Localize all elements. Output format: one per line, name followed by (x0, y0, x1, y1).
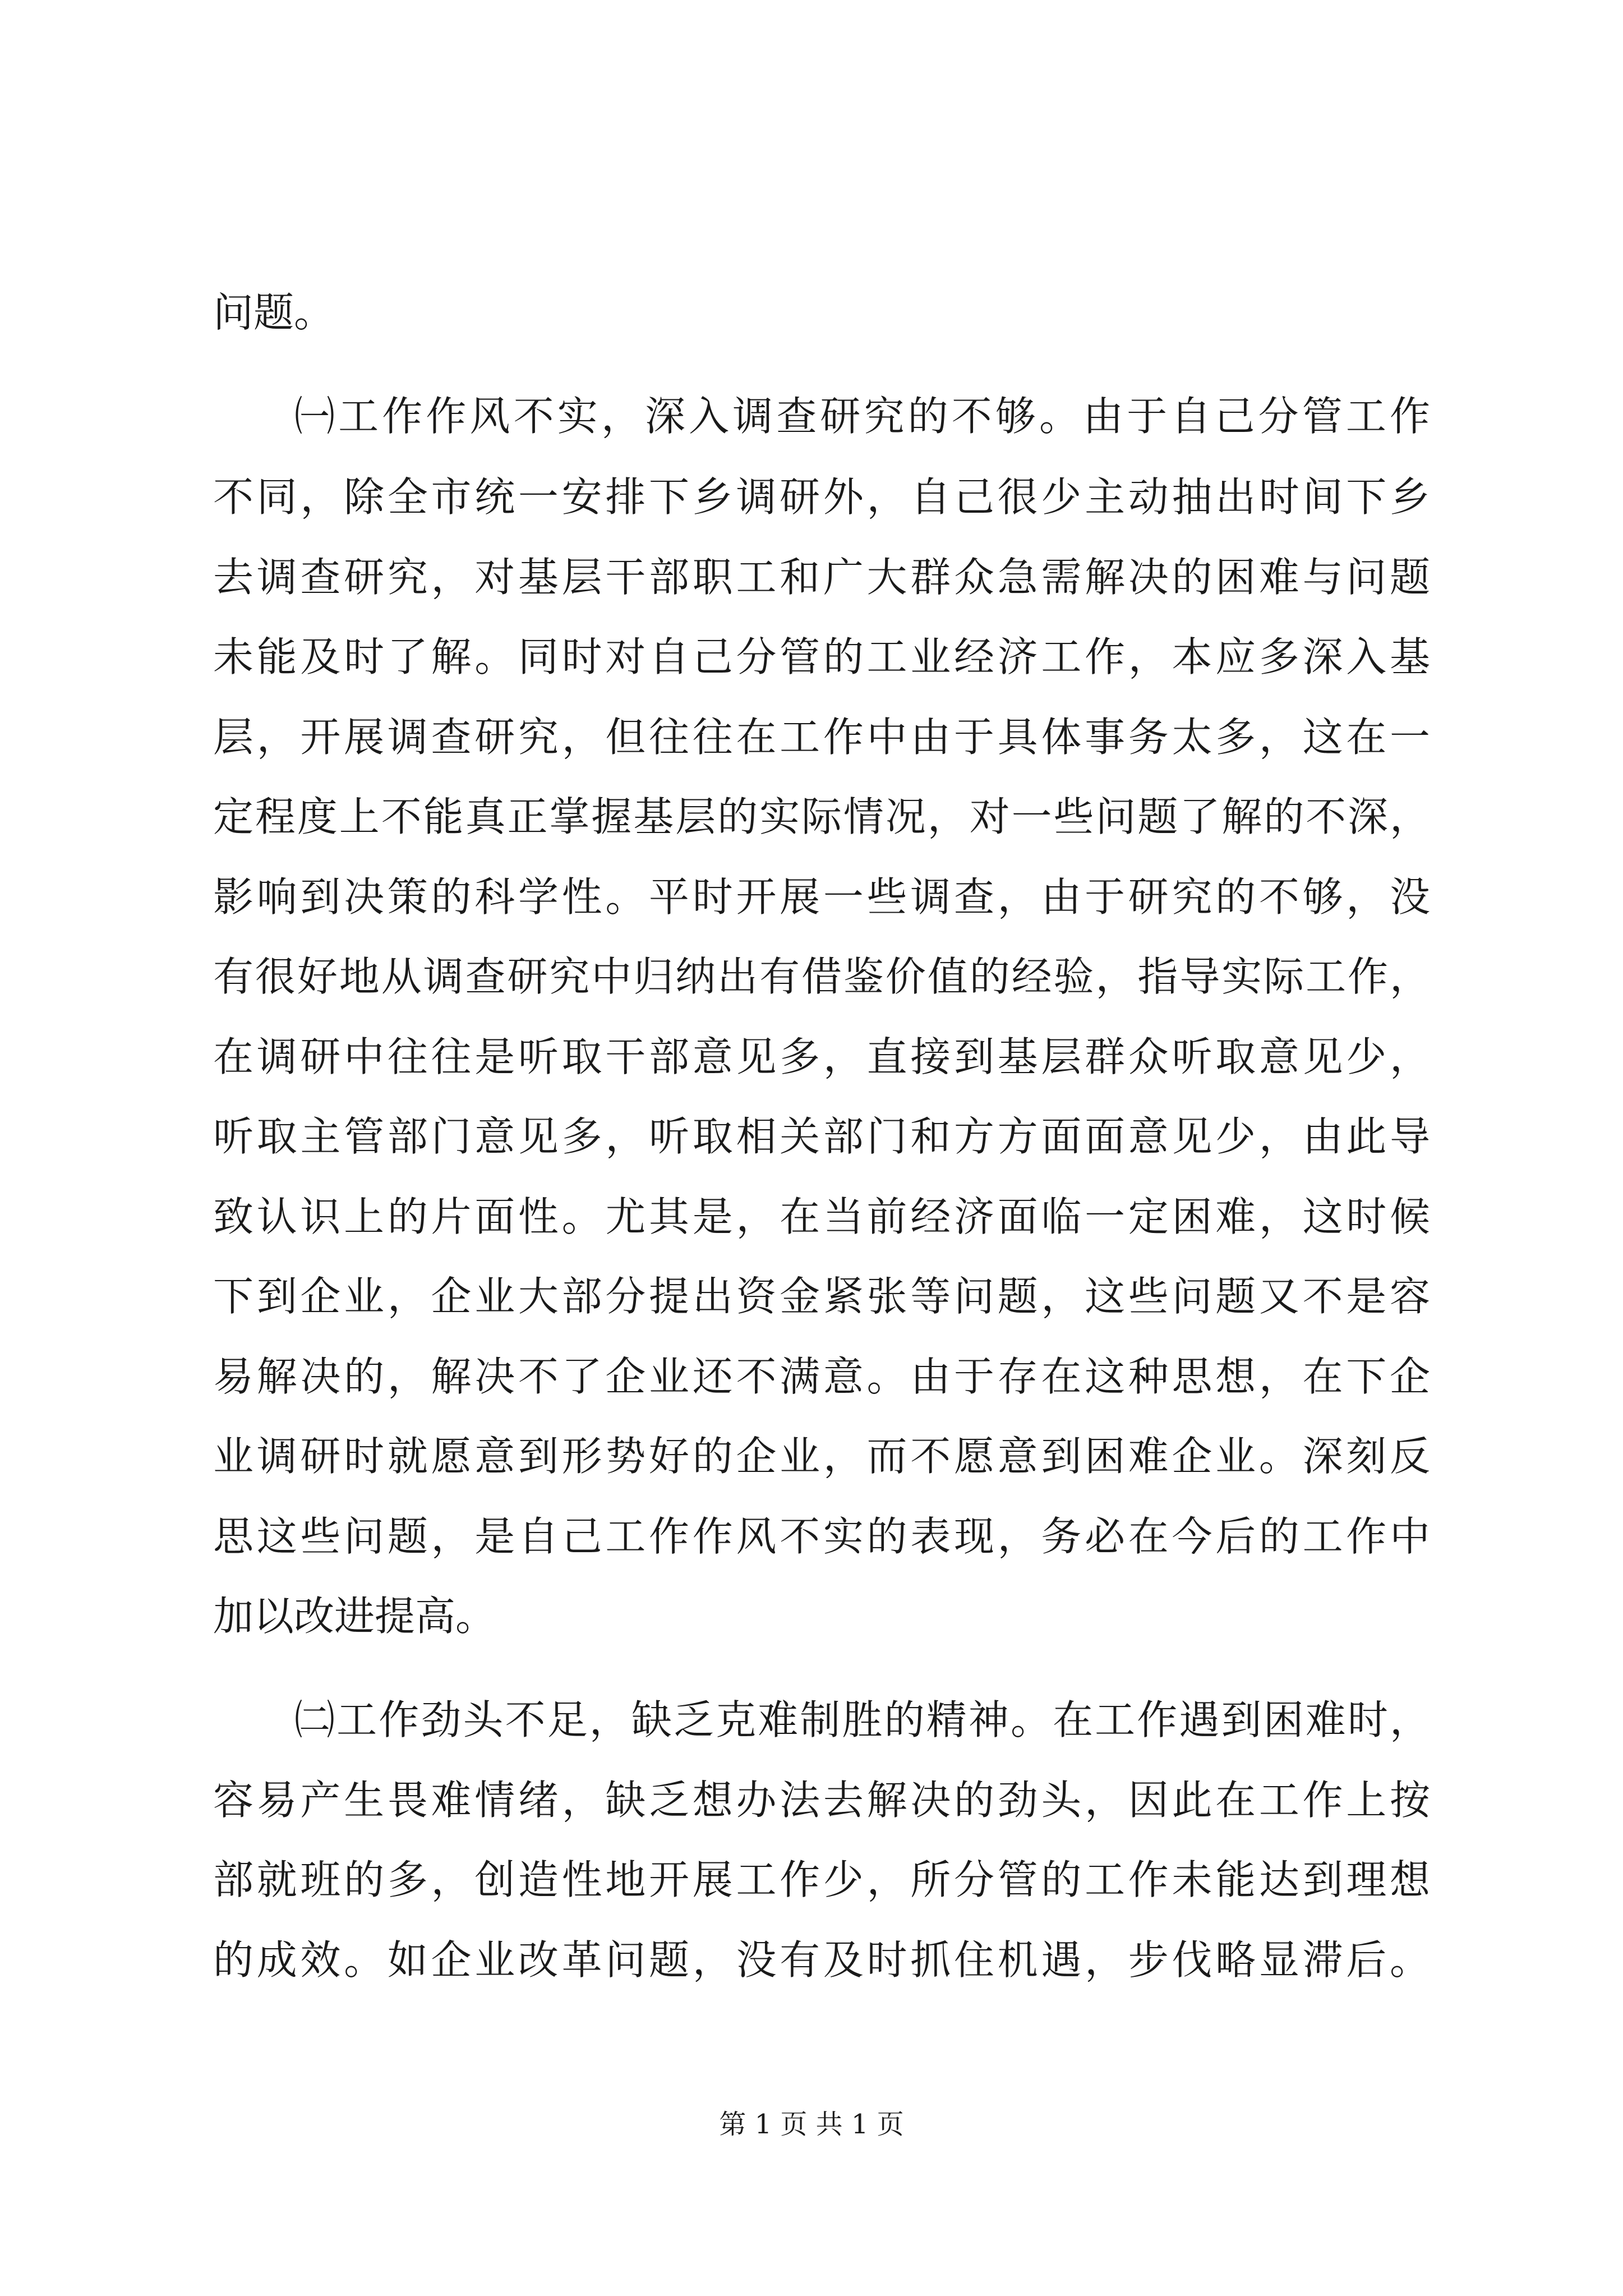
text-line: ㈠工作作风不实，深入调查研究的不够。由于自己分管工作 (294, 393, 1430, 440)
text-line: 听取主管部门意见多，听取相关部门和方方面面意见少，由此导 (213, 1113, 1430, 1160)
text-line: 下到企业，企业大部分提出资金紧张等问题，这些问题又不是容 (213, 1273, 1430, 1320)
text-line: 加以改进提高。 (213, 1593, 496, 1640)
text-line: 部就班的多，创造性地开展工作少，所分管的工作未能达到理想 (213, 1856, 1430, 1903)
text-line: 层，开展调查研究，但往往在工作中由于具体事务太多，这在一 (213, 714, 1430, 761)
text-line: 易解决的，解决不了企业还不满意。由于存在这种思想，在下企 (213, 1353, 1430, 1400)
text-line: 影响到决策的科学性。平时开展一些调查，由于研究的不够，没 (213, 873, 1430, 921)
text-line: 容易产生畏难情绪，缺乏想办法去解决的劲头，因此在工作上按 (213, 1777, 1430, 1824)
text-line: 定程度上不能真正掌握基层的实际情况，对一些问题了解的不深， (213, 793, 1430, 840)
text-line: 业调研时就愿意到形势好的企业，而不愿意到困难企业。深刻反 (213, 1433, 1430, 1480)
text-line: 在调研中往往是听取干部意见多，直接到基层群众听取意见少， (213, 1033, 1430, 1080)
text-line: 去调查研究，对基层干部职工和广大群众急需解决的困难与问题 (213, 554, 1430, 601)
text-line: 问题。 (213, 289, 335, 336)
text-line: 不同，除全市统一安排下乡调研外，自己很少主动抽出时间下乡 (213, 473, 1430, 521)
text-line: 思这些问题，是自己工作作风不实的表现，务必在今后的工作中 (213, 1513, 1430, 1560)
text-line: 的成效。如企业改革问题，没有及时抓住机遇，步伐略显滞后。 (213, 1936, 1430, 1984)
text-line: ㈡工作劲头不足，缺乏克难制胜的精神。在工作遇到困难时， (294, 1696, 1430, 1743)
text-line: 致认识上的片面性。尤其是，在当前经济面临一定困难，这时候 (213, 1193, 1430, 1240)
text-line: 未能及时了解。同时对自己分管的工业经济工作，本应多深入基 (213, 633, 1430, 680)
page-footer: 第 1 页 共 1 页 (719, 2109, 904, 2140)
text-line: 有很好地从调查研究中归纳出有借鉴价值的经验，指导实际工作， (213, 953, 1430, 1000)
